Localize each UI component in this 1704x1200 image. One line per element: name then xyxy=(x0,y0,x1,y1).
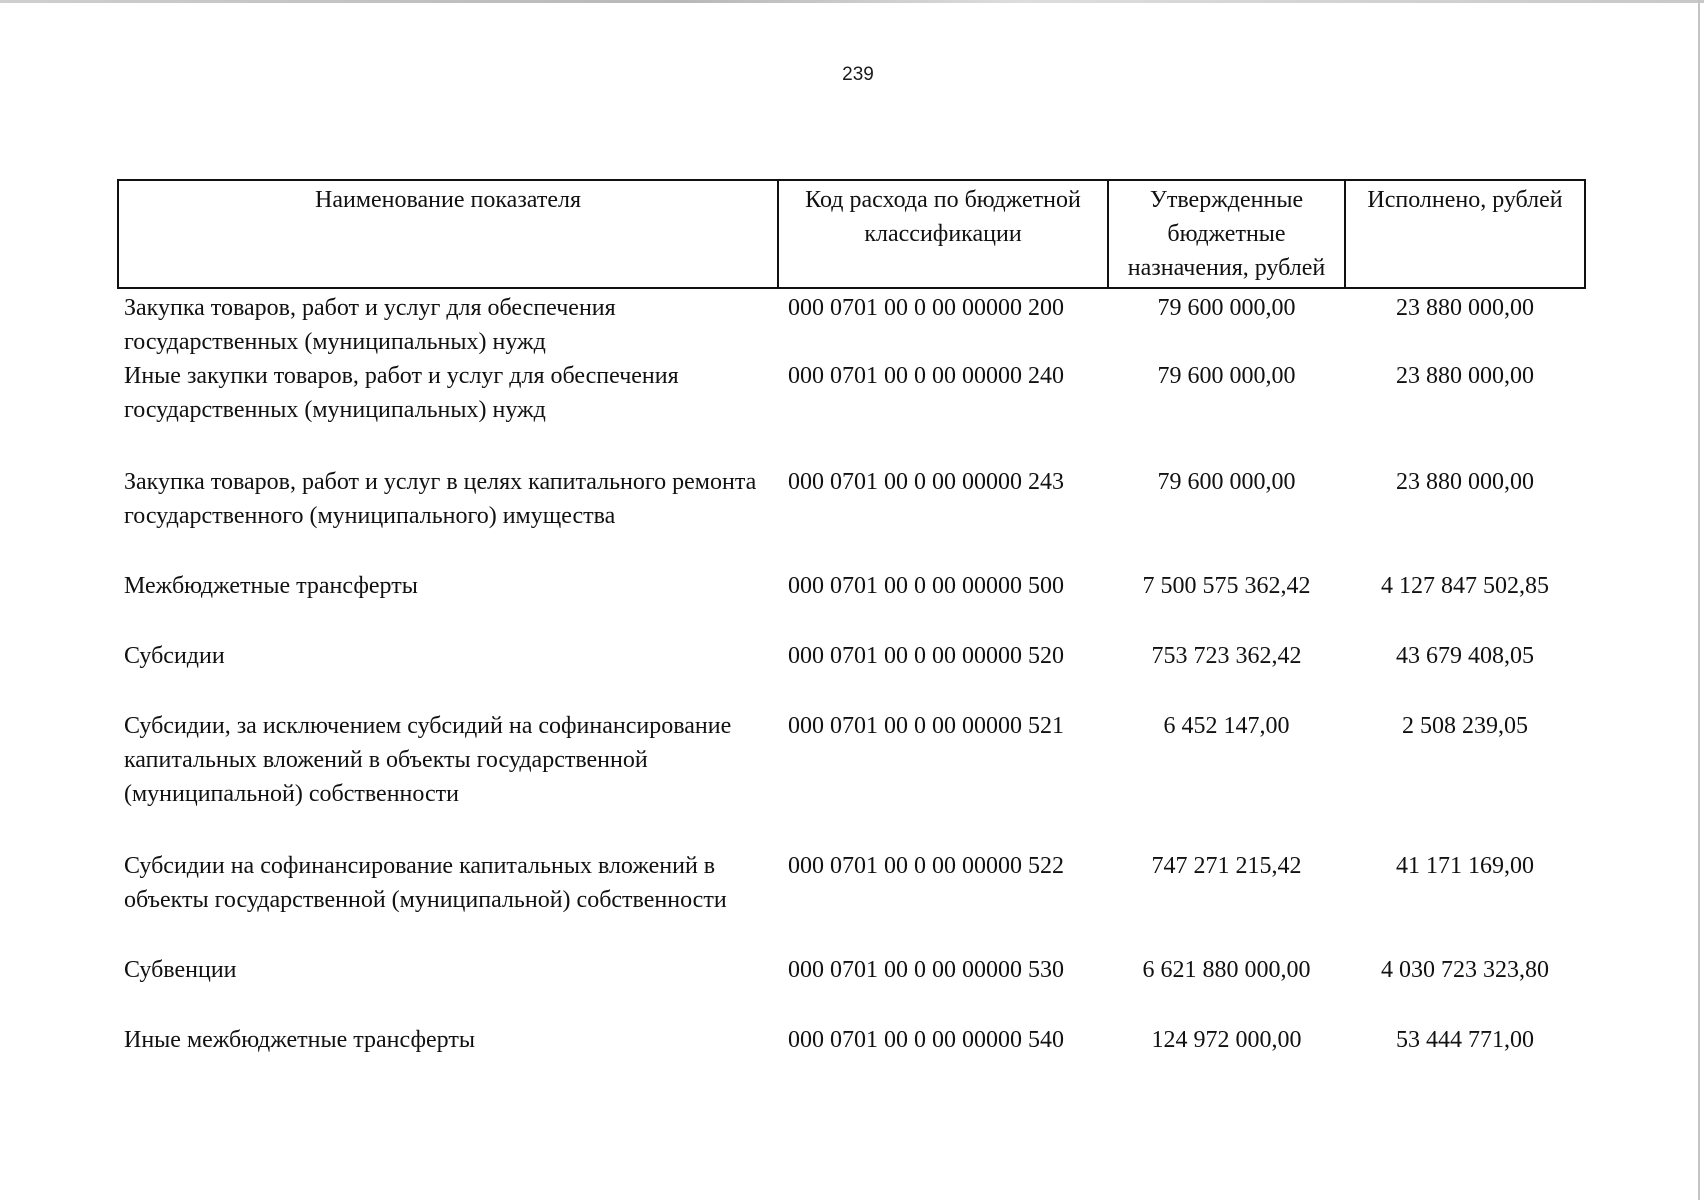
executed-amount: 4 127 847 502,85 xyxy=(1381,573,1549,599)
budget-code: 000 0701 00 0 00 00000 521 xyxy=(788,713,1064,739)
executed-amount: 41 171 169,00 xyxy=(1396,853,1534,879)
executed-amount: 53 444 771,00 xyxy=(1396,1027,1534,1053)
budget-code: 000 0701 00 0 00 00000 240 xyxy=(788,363,1064,389)
indicator-name: Субсидии на софинансирование капитальных вложений в объекты государственной (муниципальной) собственности xyxy=(124,853,727,913)
table-header xyxy=(118,180,1585,288)
header-budget-code: Код расхода по бюджетной классификации xyxy=(778,180,1108,288)
executed-amount: 4 030 723 323,80 xyxy=(1381,957,1549,983)
approved-amount: 753 723 362,42 xyxy=(1151,643,1302,669)
executed-amount: 23 880 000,00 xyxy=(1396,469,1534,495)
budget-code: 000 0701 00 0 00 00000 200 xyxy=(788,295,1064,321)
budget-code: 000 0701 00 0 00 00000 530 xyxy=(788,957,1064,983)
table-row xyxy=(118,288,1585,359)
approved-amount: 7 500 575 362,42 xyxy=(1142,573,1311,599)
approved-amount: 6 452 147,00 xyxy=(1163,713,1290,739)
budget-code: 000 0701 00 0 00 00000 243 xyxy=(788,469,1064,495)
budget-code: 000 0701 00 0 00 00000 540 xyxy=(788,1027,1064,1053)
budget-execution-table xyxy=(117,179,1586,1063)
indicator-name: Субвенции xyxy=(124,957,237,983)
table-row xyxy=(118,709,1585,849)
approved-amount: 747 271 215,42 xyxy=(1151,853,1302,879)
table-row xyxy=(118,465,1585,569)
approved-amount: 79 600 000,00 xyxy=(1157,363,1296,389)
budget-code: 000 0701 00 0 00 00000 500 xyxy=(788,573,1064,599)
approved-amount: 124 972 000,00 xyxy=(1151,1027,1302,1053)
approved-amount: 79 600 000,00 xyxy=(1157,295,1296,321)
scan-edge-right xyxy=(1698,0,1700,1200)
indicator-name: Закупка товаров, работ и услуг для обеспечения государственных (муниципальных) нужд xyxy=(124,295,616,355)
header-row xyxy=(118,180,1585,288)
table-row xyxy=(118,1023,1585,1063)
budget-table-container xyxy=(117,179,1584,1063)
indicator-name: Закупка товаров, работ и услуг в целях капитального ремонта государственного (муниципального) имущества xyxy=(124,469,757,529)
table-row xyxy=(118,849,1585,953)
approved-amount: 79 600 000,00 xyxy=(1157,469,1296,495)
table-row xyxy=(118,639,1585,709)
indicator-name: Иные закупки товаров, работ и услуг для обеспечения государственных (муниципальных) нужд xyxy=(124,363,679,423)
header-executed-amount: Исполнено, рублей xyxy=(1345,180,1585,288)
page-number: 239 xyxy=(842,64,874,85)
executed-amount: 43 679 408,05 xyxy=(1396,643,1534,669)
executed-amount: 23 880 000,00 xyxy=(1396,363,1534,389)
scan-edge-top xyxy=(0,0,1704,3)
table-row xyxy=(118,953,1585,1023)
table-row xyxy=(118,569,1585,639)
executed-amount: 23 880 000,00 xyxy=(1396,295,1534,321)
indicator-name: Субсидии xyxy=(124,643,225,669)
table-row xyxy=(118,359,1585,465)
indicator-name: Иные межбюджетные трансферты xyxy=(124,1027,475,1053)
budget-code: 000 0701 00 0 00 00000 520 xyxy=(788,643,1064,669)
table-body xyxy=(118,288,1585,1063)
budget-code: 000 0701 00 0 00 00000 522 xyxy=(788,853,1064,879)
approved-amount: 6 621 880 000,00 xyxy=(1142,957,1311,983)
header-approved-amount: Утвержденные бюджетные назначения, рублей xyxy=(1108,180,1345,288)
indicator-name: Межбюджетные трансферты xyxy=(124,573,418,599)
header-indicator-name: Наименование показателя xyxy=(118,180,778,288)
indicator-name: Субсидии, за исключением субсидий на софинансирование капитальных вложений в объекты государственной (муниципальной) собственности xyxy=(124,713,732,807)
executed-amount: 2 508 239,05 xyxy=(1402,713,1528,739)
